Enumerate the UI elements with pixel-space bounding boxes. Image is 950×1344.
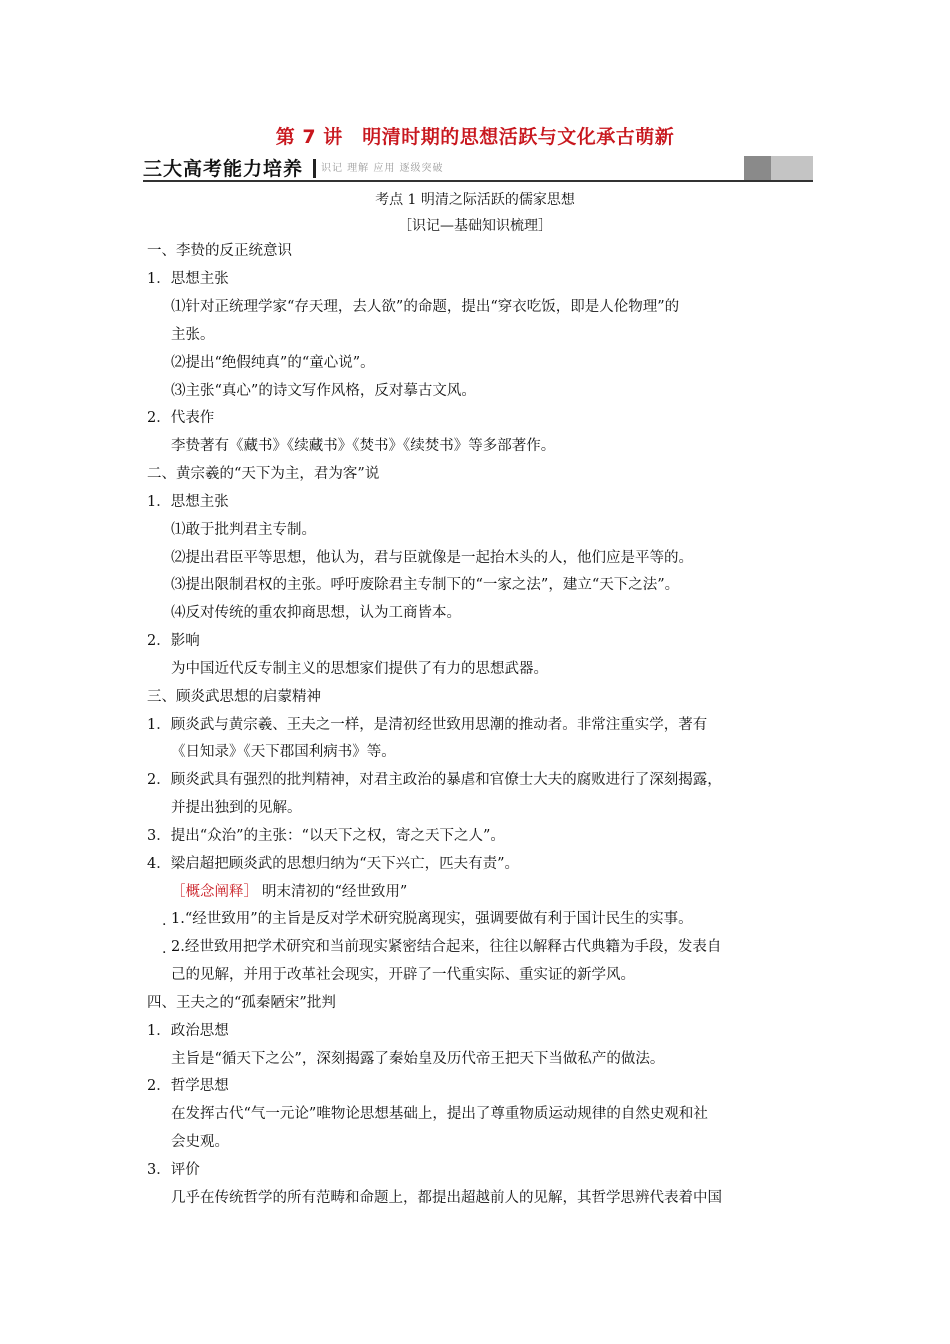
banner-subtitle: 识记 理解 应用 逐级突破 [321,163,444,174]
paragraph-line: 主旨是“循天下之公”，深刻揭露了秦始皇及历代帝王把天下当做私产的做法。 [171,1051,665,1067]
subtopic-heading: ［识记—基础知识梳理］ [398,218,552,234]
section-banner [143,156,813,182]
section-heading: 三、顾炎武思想的启蒙精神 [147,689,321,705]
lecture-title: 第 7 讲 明清时期的思想活跃与文化承古萌新 [275,126,675,148]
paragraph-line: ⑴敢于批判君主专制。 [171,522,316,538]
bullet-dot: . [162,941,167,957]
paragraph-line: 会史观。 [171,1134,229,1150]
paragraph-line: 1.“经世致用”的主旨是反对学术研究脱离现实，强调要做有利于国计民生的实事。 [171,911,693,927]
sub-heading: 1．政治思想 [147,1023,229,1039]
section-heading: 二、黄宗羲的“天下为主，君为客”说 [147,466,380,482]
paragraph-line: ⑷反对传统的重农抑商思想，认为工商皆本。 [171,605,461,621]
section-heading: 一、李贽的反正统意识 [147,243,292,259]
sub-heading: 2．代表作 [147,410,215,426]
section-heading: 四、王夫之的“孤秦陋宋”批判 [147,995,336,1011]
sub-heading: 1．思想主张 [147,494,229,510]
banner-title: 三大高考能力培养 [143,158,304,180]
paragraph-line: 在发挥古代“气一元论”唯物论思想基础上，提出了尊重物质运动规律的自然史观和社 [171,1106,708,1122]
sub-heading: 2．影响 [147,633,200,649]
paragraph-line: 2．顾炎武具有强烈的批判精神，对君主政治的暴虐和官僚士大夫的腐败进行了深刻揭露， [147,772,722,788]
paragraph-line: 李贽著有《藏书》《续藏书》《焚书》《续焚书》等多部著作。 [171,438,556,454]
topic-heading: 考点 1 明清之际活跃的儒家思想 [375,192,575,208]
paragraph-line: 4．梁启超把顾炎武的思想归纳为“天下兴亡，匹夫有责”。 [147,856,520,872]
concept-title: 明末清初的“经世致用” [262,884,408,900]
paragraph-line: 为中国近代反专制主义的思想家们提供了有力的思想武器。 [171,661,548,677]
bullet-dot: . [162,913,167,929]
sub-heading: 1．思想主张 [147,271,229,287]
paragraph-line: 主张。 [171,327,215,343]
banner-divider [313,159,316,178]
paragraph-line: 1．顾炎武与黄宗羲、王夫之一样，是清初经世致用思潮的推动者。非常注重实学，著有 [147,717,708,733]
banner-rule [143,180,813,182]
paragraph-line: 己的见解，并用于改革社会现实，开辟了一代重实际、重实证的新学风。 [171,967,635,983]
paragraph-line: 3．提出“众治”的主张：“以天下之权，寄之天下之人”。 [147,828,505,844]
paragraph-line: ⑶提出限制君权的主张。呼吁废除君主专制下的“一家之法”，建立“天下之法”。 [171,577,680,593]
paragraph-line: ⑴针对正统理学家“存天理，去人欲”的命题，提出“穿衣吃饭，即是人伦物理”的 [171,299,680,315]
paragraph-line: 并提出独到的见解。 [171,800,302,816]
paragraph-line: 《日知录》《天下郡国利病书》等。 [171,744,396,760]
paragraph-line: 2.经世致用把学术研究和当前现实紧密结合起来，往往以解释古代典籍为手段，发表自 [171,939,722,955]
banner-light-block [771,156,813,180]
sub-heading: 3．评价 [147,1162,200,1178]
paragraph-line: ⑵提出君臣平等思想，他认为，君与臣就像是一起抬木头的人，他们应是平等的。 [171,550,693,566]
concept-label: ［概念阐释］ [171,884,258,900]
sub-heading: 2．哲学思想 [147,1078,229,1094]
banner-dark-block [744,156,771,180]
paragraph-line: ⑵提出“绝假纯真”的“童心说”。 [171,355,375,371]
paragraph-line: 几乎在传统哲学的所有范畴和命题上，都提出超越前人的见解，其哲学思辨代表着中国 [171,1190,722,1206]
paragraph-line: ⑶主张“真心”的诗文写作风格，反对摹古文风。 [171,383,476,399]
